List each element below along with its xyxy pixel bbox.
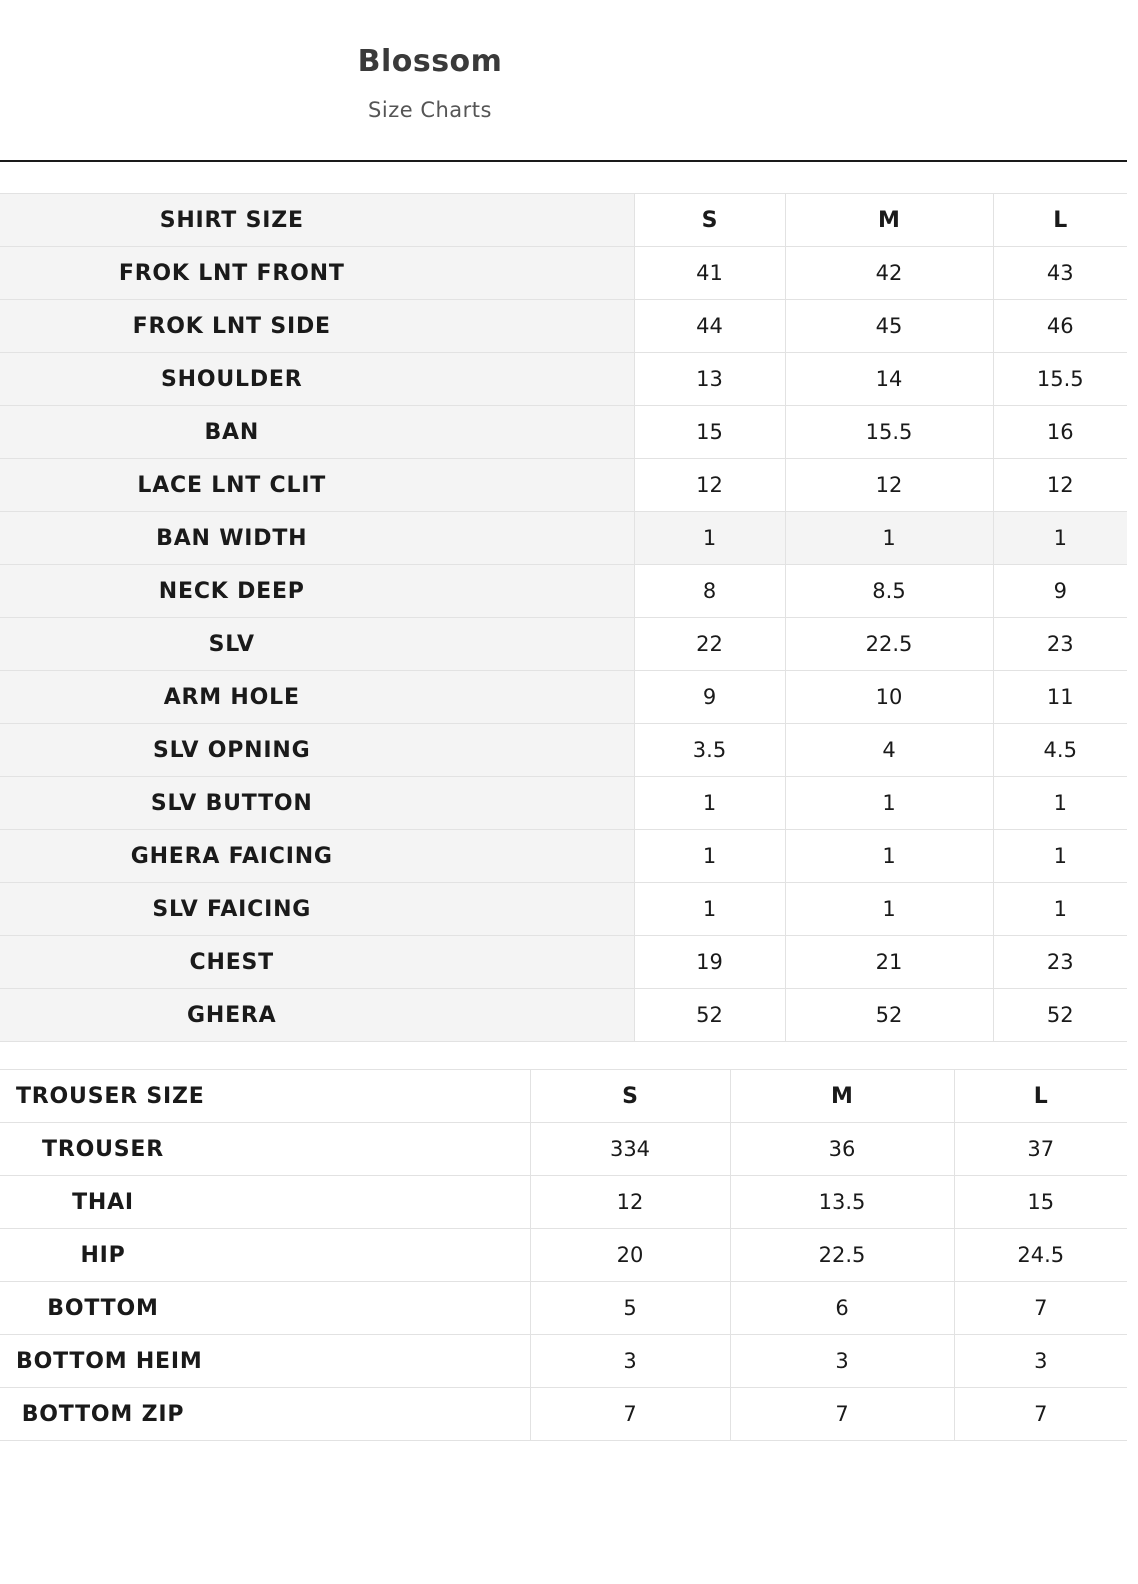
- table-row: [0, 353, 1127, 406]
- table-row: [0, 671, 1127, 724]
- page-header: [0, 0, 860, 160]
- row-label: GHERA FAICING: [0, 830, 634, 883]
- size-s-value: 9: [634, 671, 785, 724]
- row-label: ARM HOLE: [0, 671, 634, 724]
- row-label: [0, 1123, 530, 1176]
- size-m-value: 42: [785, 247, 993, 300]
- size-m-value: 10: [785, 671, 993, 724]
- header-divider: [0, 160, 1127, 162]
- size-m-value: 21: [785, 936, 993, 989]
- size-m-value: 14: [785, 353, 993, 406]
- page-subtitle: Size Charts: [368, 98, 492, 122]
- row-label: SLV: [0, 618, 634, 671]
- row-label-text: THAI: [72, 1189, 134, 1215]
- row-label: CHEST: [0, 936, 634, 989]
- size-l-value: 23: [993, 936, 1127, 989]
- row-label-text: BOTTOM: [47, 1295, 159, 1321]
- size-s-value: 5: [530, 1282, 730, 1335]
- trouser-table-body: [0, 1070, 1127, 1441]
- size-l-value: 37: [954, 1123, 1127, 1176]
- size-m-value: 1: [785, 830, 993, 883]
- table-row: [0, 1176, 1127, 1229]
- size-s-value: 12: [530, 1176, 730, 1229]
- row-label-text: BOTTOM ZIP: [21, 1401, 185, 1427]
- size-m-value: 3: [730, 1335, 954, 1388]
- shirt-size-header: SHIRT SIZE: [0, 194, 634, 247]
- shirt-header-row: [0, 194, 1127, 247]
- size-s-value: 22: [634, 618, 785, 671]
- size-l-value: 46: [993, 300, 1127, 353]
- size-l-value: 43: [993, 247, 1127, 300]
- size-m-value: 1: [785, 777, 993, 830]
- row-label: SLV OPNING: [0, 724, 634, 777]
- size-l-value: 1: [993, 830, 1127, 883]
- size-l-value: 1: [993, 512, 1127, 565]
- row-label-text: BOTTOM HEIM: [16, 1348, 203, 1374]
- shirt-table-body: [0, 194, 1127, 1042]
- table-row: [0, 883, 1127, 936]
- size-l-value: 23: [993, 618, 1127, 671]
- size-s-value: 13: [634, 353, 785, 406]
- trouser-header-row: [0, 1070, 1127, 1123]
- table-row: [0, 565, 1127, 618]
- size-s-value: 41: [634, 247, 785, 300]
- row-label: BAN WIDTH: [0, 512, 634, 565]
- row-label: GHERA: [0, 989, 634, 1042]
- size-s-value: 44: [634, 300, 785, 353]
- table-row: [0, 247, 1127, 300]
- row-label: LACE LNT CLIT: [0, 459, 634, 512]
- size-l-value: 9: [993, 565, 1127, 618]
- row-label-text: TROUSER: [42, 1136, 164, 1162]
- size-m-value: 52: [785, 989, 993, 1042]
- table-row: [0, 1388, 1127, 1441]
- size-s-value: 19: [634, 936, 785, 989]
- table-row: [0, 989, 1127, 1042]
- trouser-size-header: [0, 1070, 530, 1123]
- size-l-value: 1: [993, 883, 1127, 936]
- row-label: SLV FAICING: [0, 883, 634, 936]
- table-row: [0, 1335, 1127, 1388]
- size-l-value: 11: [993, 671, 1127, 724]
- row-label: [0, 1229, 530, 1282]
- size-s-header: S: [634, 194, 785, 247]
- size-l-value: 7: [954, 1282, 1127, 1335]
- size-s-value: 1: [634, 512, 785, 565]
- size-m-value: 13.5: [730, 1176, 954, 1229]
- size-l-value: 3: [954, 1335, 1127, 1388]
- table-row: [0, 512, 1127, 565]
- table-row: [0, 1123, 1127, 1176]
- row-label: [0, 1282, 530, 1335]
- brand-title: Blossom: [357, 44, 503, 79]
- size-m-value: 15.5: [785, 406, 993, 459]
- size-l-header: L: [993, 194, 1127, 247]
- row-label: FROK LNT SIDE: [0, 300, 634, 353]
- table-row: [0, 830, 1127, 883]
- table-row: [0, 1229, 1127, 1282]
- row-label-text: HIP: [80, 1242, 126, 1268]
- row-label: SHOULDER: [0, 353, 634, 406]
- trouser-size-table: [0, 1069, 1127, 1441]
- size-s-value: 52: [634, 989, 785, 1042]
- size-m-value: 8.5: [785, 565, 993, 618]
- size-m-value: 22.5: [730, 1229, 954, 1282]
- row-label: NECK DEEP: [0, 565, 634, 618]
- size-s-value: 1: [634, 830, 785, 883]
- row-label: BAN: [0, 406, 634, 459]
- size-m-value: 22.5: [785, 618, 993, 671]
- table-row: [0, 724, 1127, 777]
- size-m-value: 7: [730, 1388, 954, 1441]
- table-row: [0, 1282, 1127, 1335]
- size-m-header: M: [785, 194, 993, 247]
- size-m-value: 12: [785, 459, 993, 512]
- size-s-value: 20: [530, 1229, 730, 1282]
- size-s-value: 12: [634, 459, 785, 512]
- size-m-value: 6: [730, 1282, 954, 1335]
- table-row: [0, 300, 1127, 353]
- shirt-size-table: [0, 193, 1127, 1042]
- table-row: [0, 459, 1127, 512]
- row-label: FROK LNT FRONT: [0, 247, 634, 300]
- row-label: [0, 1335, 530, 1388]
- table-row: [0, 406, 1127, 459]
- trouser-size-header-text: TROUSER SIZE: [16, 1083, 205, 1109]
- size-l-value: 15: [954, 1176, 1127, 1229]
- size-m-value: 1: [785, 512, 993, 565]
- size-s-value: 1: [634, 883, 785, 936]
- table-row: [0, 936, 1127, 989]
- size-s-value: 8: [634, 565, 785, 618]
- size-m-value: 45: [785, 300, 993, 353]
- size-m-value: 4: [785, 724, 993, 777]
- size-l-value: 24.5: [954, 1229, 1127, 1282]
- size-l-value: 1: [993, 777, 1127, 830]
- size-s-value: 334: [530, 1123, 730, 1176]
- row-label: [0, 1176, 530, 1229]
- size-l-value: 52: [993, 989, 1127, 1042]
- size-s-value: 3: [530, 1335, 730, 1388]
- table-row: [0, 618, 1127, 671]
- table-row: [0, 777, 1127, 830]
- size-m-value: 36: [730, 1123, 954, 1176]
- size-s-value: 15: [634, 406, 785, 459]
- row-label: SLV BUTTON: [0, 777, 634, 830]
- size-s-value: 7: [530, 1388, 730, 1441]
- size-l-value: 12: [993, 459, 1127, 512]
- row-label: [0, 1388, 530, 1441]
- size-s-value: 1: [634, 777, 785, 830]
- size-l-value: 4.5: [993, 724, 1127, 777]
- size-l-header: L: [954, 1070, 1127, 1123]
- size-s-value: 3.5: [634, 724, 785, 777]
- size-l-value: 7: [954, 1388, 1127, 1441]
- size-s-header: S: [530, 1070, 730, 1123]
- size-m-value: 1: [785, 883, 993, 936]
- size-l-value: 16: [993, 406, 1127, 459]
- size-m-header: M: [730, 1070, 954, 1123]
- size-l-value: 15.5: [993, 353, 1127, 406]
